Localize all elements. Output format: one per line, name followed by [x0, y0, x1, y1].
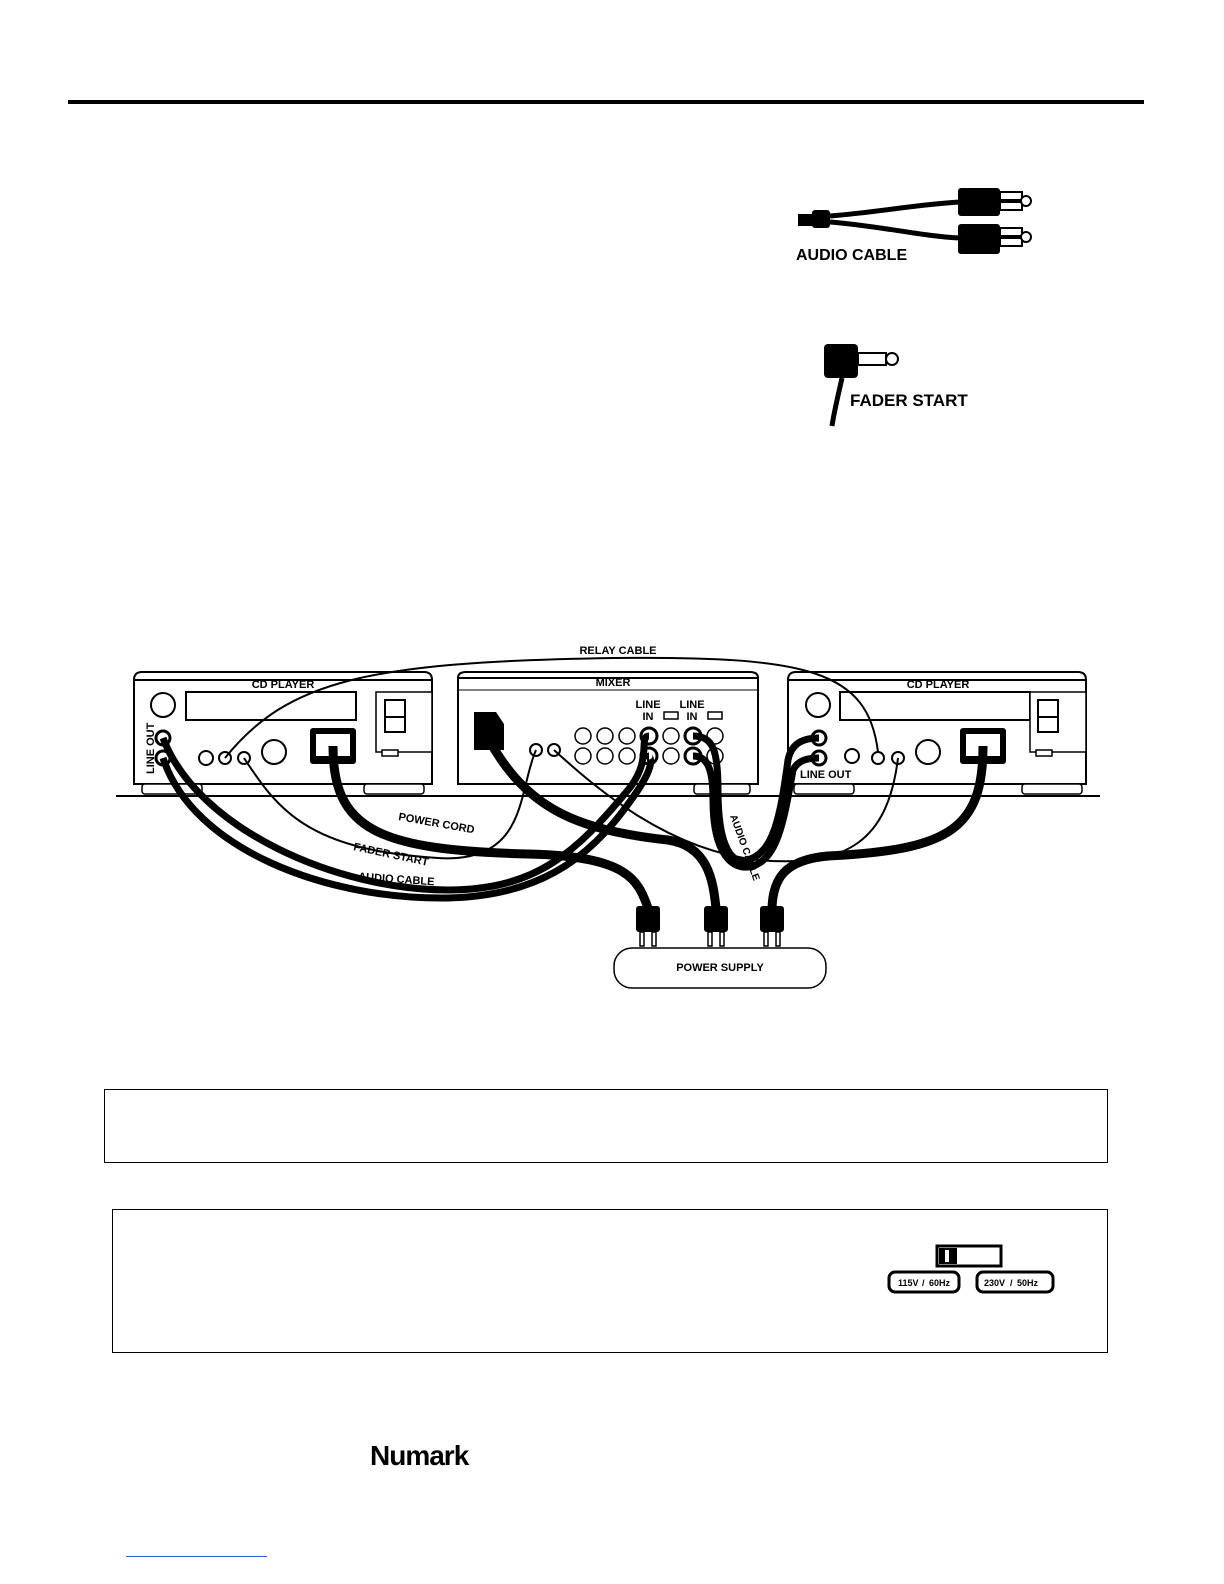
line-out-left-label: LINE OUT: [145, 722, 157, 774]
rca-plug-bottom: [958, 224, 1000, 254]
line-in-2-label-a: LINE: [679, 699, 705, 711]
cd-player-right: [788, 672, 1086, 794]
audio-cable-right-label: AUDIO CABLE: [727, 813, 762, 883]
voltage-230-freq: 50Hz: [1017, 1278, 1039, 1288]
cd-player-left-label: CD PLAYER: [251, 679, 315, 691]
cd-player-left: [134, 672, 432, 794]
line-out-right-label: LINE OUT: [800, 769, 852, 781]
fader-start-label: FADER START: [850, 391, 968, 410]
power-supply-label: POWER SUPPLY: [676, 962, 764, 974]
cd-player-right-label: CD PLAYER: [906, 679, 970, 691]
connection-diagram: [108, 640, 1108, 996]
power-cord-label: POWER CORD: [397, 811, 476, 837]
voltage-switch: [887, 1242, 1059, 1296]
voltage-230-sep: /: [1010, 1278, 1013, 1288]
mixer-label: MIXER: [595, 677, 631, 689]
fader-start-plug: [824, 344, 858, 378]
voltage-notice-box: [112, 1209, 1108, 1353]
power-plug-1: [636, 906, 660, 946]
audio-cable-plug-left: [798, 214, 812, 226]
line-in-2-label-b: IN: [686, 711, 698, 723]
voltage-115-freq: 60Hz: [929, 1278, 951, 1288]
power-plug-2: [704, 906, 728, 946]
notice-box: [104, 1089, 1108, 1163]
numark-logo: Numark: [370, 1440, 469, 1471]
rca-plug-top: [958, 188, 1000, 216]
fader-start-label-diagram: FADER START: [352, 841, 430, 869]
relay-cable-label: RELAY CABLE: [579, 645, 657, 657]
header-rule: [68, 100, 1144, 104]
voltage-115-label: 115V: [898, 1278, 919, 1288]
footer-link-underline: [126, 1556, 267, 1557]
power-plug-3: [760, 906, 784, 946]
audio-cable-illustration: [790, 180, 1060, 270]
audio-cable-label: AUDIO CABLE: [796, 247, 908, 264]
line-in-1-label-a: LINE: [635, 699, 661, 711]
audio-cable-left-label: AUDIO CABLE: [357, 871, 435, 889]
voltage-230-label: 230V: [984, 1278, 1006, 1288]
line-in-1-label-b: IN: [642, 711, 654, 723]
voltage-115-sep: /: [922, 1278, 925, 1288]
fader-start-illustration: [820, 340, 990, 430]
